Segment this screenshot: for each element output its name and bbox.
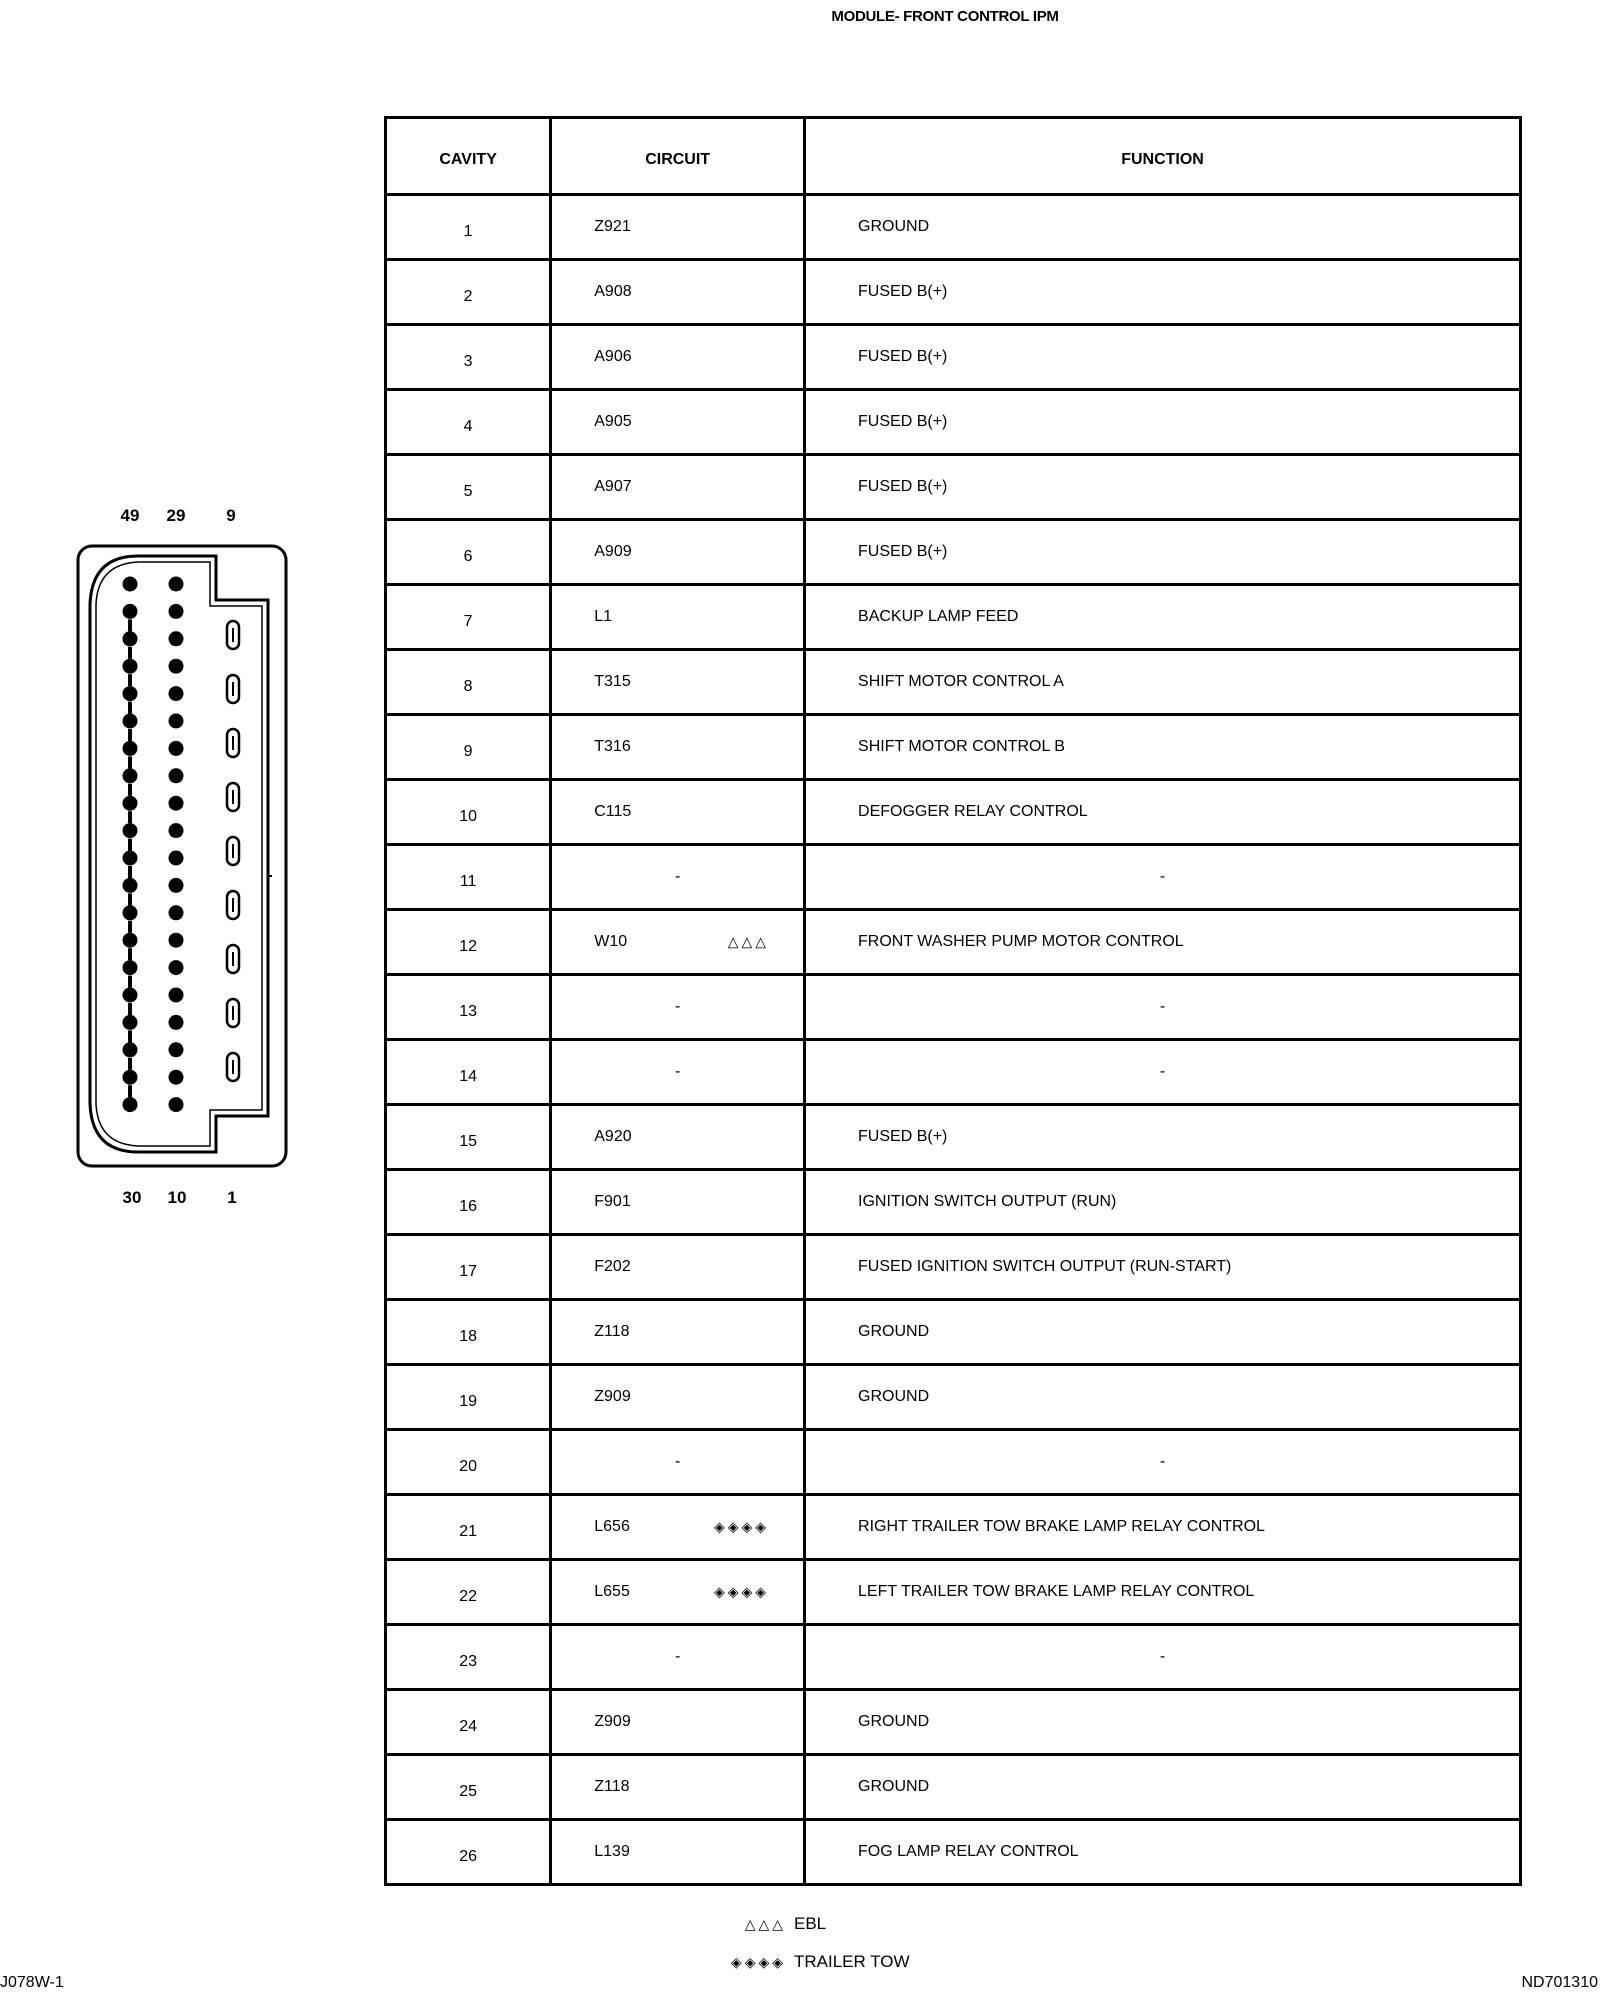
table-row: [386, 1040, 1521, 1105]
function-cell: LEFT TRAILER TOW BRAKE LAMP RELAY CONTROL: [805, 1560, 1521, 1625]
circuit-cell: [551, 390, 805, 455]
circuit-code: A905: [594, 413, 632, 430]
connector-pin: [169, 933, 184, 948]
triangle-symbol-icon: △△△: [727, 933, 770, 950]
table-row: [386, 1820, 1521, 1885]
connector-pin: [169, 1015, 184, 1030]
table-row: [386, 260, 1521, 325]
connector-pin: [123, 604, 138, 619]
circuit-code: Z118: [594, 1323, 630, 1340]
pin-label-29: 29: [166, 506, 186, 525]
connector-pin: [169, 714, 184, 729]
function-cell: SHIFT MOTOR CONTROL B: [805, 715, 1521, 780]
legend-label-trailer-tow: TRAILER TOW: [794, 1952, 910, 1971]
connector-pin: [123, 659, 138, 674]
connector-pin: [123, 878, 138, 893]
table-row: [386, 1625, 1521, 1690]
table-row: [386, 325, 1521, 390]
function-cell: FUSED B(+): [805, 325, 1521, 390]
connector-pin: [123, 851, 138, 866]
circuit-code: T316: [594, 738, 631, 755]
circuit-cell: [551, 455, 805, 520]
legend-ebl: [710, 1914, 826, 1934]
circuit-cell: [551, 1560, 805, 1625]
function-cell: SHIFT MOTOR CONTROL A: [805, 650, 1521, 715]
pin-bridge: [128, 839, 132, 851]
circuit-cell: [551, 1755, 805, 1820]
circuit-code: T315: [594, 673, 631, 690]
circuit-cell: [551, 715, 805, 780]
table-row: [386, 1430, 1521, 1495]
circuit-cell: [551, 650, 805, 715]
table-row: [386, 390, 1521, 455]
connector-pin: [169, 960, 184, 975]
connector-pin: [169, 1042, 184, 1057]
table-row: [386, 975, 1521, 1040]
circuit-code: A909: [594, 543, 632, 560]
connector-pin: [123, 768, 138, 783]
connector-pin: [169, 577, 184, 592]
pin-label-30: 30: [122, 1188, 142, 1207]
connector-pin: [169, 686, 184, 701]
circuit-cell: [551, 260, 805, 325]
connector-pin: [169, 604, 184, 619]
circuit-code: A907: [594, 478, 632, 495]
cavity-cell: 17: [386, 1235, 551, 1300]
pin-column-9-1: [227, 621, 239, 1081]
function-cell: FUSED B(+): [805, 260, 1521, 325]
connector-pin: [169, 768, 184, 783]
circuit-code: L1: [594, 608, 613, 625]
pin-bridge: [128, 1030, 132, 1042]
table-row: [386, 195, 1521, 260]
table-row: [386, 520, 1521, 585]
table-row: [386, 1365, 1521, 1430]
circuit-code: C115: [594, 803, 632, 820]
cavity-cell: 6: [386, 520, 551, 585]
function-cell: GROUND: [805, 1755, 1521, 1820]
function-cell: FRONT WASHER PUMP MOTOR CONTROL: [805, 910, 1521, 975]
pin-label-1: 1: [227, 1188, 237, 1207]
cavity-cell: 23: [386, 1625, 551, 1690]
connector-pin: [169, 1070, 184, 1085]
table-row: [386, 715, 1521, 780]
header-function: FUNCTION: [805, 118, 1521, 195]
connector-pin: [123, 905, 138, 920]
table-row: [386, 1690, 1521, 1755]
function-cell: FUSED IGNITION SWITCH OUTPUT (RUN-START): [805, 1235, 1521, 1300]
function-cell: IGNITION SWITCH OUTPUT (RUN): [805, 1170, 1521, 1235]
table-row: [386, 910, 1521, 975]
pin-bridge: [128, 976, 132, 988]
table-row: [386, 1755, 1521, 1820]
cavity-cell: 2: [386, 260, 551, 325]
connector-pin: [123, 577, 138, 592]
pinout-table: [384, 116, 1522, 1886]
function-cell: GROUND: [805, 1300, 1521, 1365]
diamond-symbol-icon: ◈◈◈◈: [713, 1583, 770, 1600]
cavity-cell: 10: [386, 780, 551, 845]
cavity-cell: 20: [386, 1430, 551, 1495]
connector-pin: [123, 933, 138, 948]
connector-pin: [123, 960, 138, 975]
cavity-cell: 21: [386, 1495, 551, 1560]
cavity-cell: 16: [386, 1170, 551, 1235]
function-cell: -: [805, 1430, 1521, 1495]
pin-bridge: [128, 866, 132, 878]
function-cell: BACKUP LAMP FEED: [805, 585, 1521, 650]
table-row: [386, 1300, 1521, 1365]
circuit-code: Z118: [594, 1778, 630, 1795]
circuit-code: F202: [594, 1258, 631, 1275]
connector-pin: [169, 631, 184, 646]
diamond-symbol-icon: ◈◈◈◈: [730, 1954, 786, 1970]
footer-left-code: J078W-1: [0, 1974, 64, 1991]
cavity-cell: 1: [386, 195, 551, 260]
pin-label-49: 49: [120, 506, 140, 525]
table-row: [386, 1560, 1521, 1625]
connector-pin: [123, 1097, 138, 1112]
cavity-cell: 24: [386, 1690, 551, 1755]
cavity-cell: 19: [386, 1365, 551, 1430]
circuit-code: F901: [594, 1193, 631, 1210]
pin-bridge: [128, 811, 132, 823]
circuit-cell: [551, 1300, 805, 1365]
pin-bridge: [128, 1003, 132, 1015]
cavity-cell: 12: [386, 910, 551, 975]
table-row: [386, 650, 1521, 715]
cavity-cell: 15: [386, 1105, 551, 1170]
function-cell: -: [805, 845, 1521, 910]
circuit-cell: [551, 1690, 805, 1755]
circuit-code: L139: [594, 1843, 630, 1860]
function-cell: FUSED B(+): [805, 520, 1521, 585]
circuit-cell: [551, 1170, 805, 1235]
function-cell: FUSED B(+): [805, 390, 1521, 455]
pin-bridge: [128, 921, 132, 933]
pin-bridge: [128, 756, 132, 768]
connector-pin: [123, 631, 138, 646]
pin-column-49-30: [123, 577, 138, 1113]
circuit-code: -: [674, 868, 681, 885]
table-row: [386, 1235, 1521, 1300]
pin-column-29-10: [169, 577, 184, 1113]
circuit-code: Z909: [594, 1713, 631, 1730]
pin-bridge: [128, 674, 132, 686]
cavity-cell: 8: [386, 650, 551, 715]
connector-pin: [123, 796, 138, 811]
connector-pin: [123, 686, 138, 701]
circuit-cell: [551, 195, 805, 260]
cavity-cell: 13: [386, 975, 551, 1040]
connector-pin: [169, 851, 184, 866]
circuit-code: Z921: [594, 218, 631, 235]
cavity-cell: 3: [386, 325, 551, 390]
circuit-code: L656: [594, 1518, 630, 1535]
table-header-row: [386, 118, 1521, 195]
connector-face-diagram: [76, 544, 292, 1170]
function-cell: -: [805, 1040, 1521, 1105]
connector-pin: [123, 1070, 138, 1085]
circuit-code: -: [674, 998, 681, 1015]
connector-pin: [169, 905, 184, 920]
function-cell: FUSED B(+): [805, 1105, 1521, 1170]
pin-bridge: [128, 702, 132, 714]
cavity-cell: 22: [386, 1560, 551, 1625]
pin-bridge: [128, 619, 132, 631]
cavity-cell: 4: [386, 390, 551, 455]
cavity-cell: 18: [386, 1300, 551, 1365]
circuit-cell: [551, 1235, 805, 1300]
cavity-cell: 5: [386, 455, 551, 520]
connector-pin: [169, 1097, 184, 1112]
function-cell: FOG LAMP RELAY CONTROL: [805, 1820, 1521, 1885]
pin-bridge: [128, 647, 132, 659]
function-cell: RIGHT TRAILER TOW BRAKE LAMP RELAY CONTROL: [805, 1495, 1521, 1560]
circuit-code: -: [674, 1648, 681, 1665]
table-row: [386, 585, 1521, 650]
table-row: [386, 845, 1521, 910]
function-cell: GROUND: [805, 195, 1521, 260]
circuit-cell: [551, 325, 805, 390]
function-cell: -: [805, 1625, 1521, 1690]
circuit-code: A908: [594, 283, 632, 300]
circuit-cell: [551, 845, 805, 910]
pinout-table-body: [386, 195, 1521, 1885]
circuit-cell: [551, 520, 805, 585]
circuit-code: W10: [594, 933, 628, 950]
pin-label-9: 9: [226, 506, 236, 525]
circuit-cell: [551, 1040, 805, 1105]
table-row: [386, 1495, 1521, 1560]
circuit-code: A906: [594, 348, 632, 365]
circuit-code: Z909: [594, 1388, 631, 1405]
connector-pin: [123, 1015, 138, 1030]
function-cell: -: [805, 975, 1521, 1040]
connector-pin: [169, 823, 184, 838]
circuit-cell: [551, 975, 805, 1040]
pin-bridge: [128, 1085, 132, 1097]
table-row: [386, 780, 1521, 845]
function-cell: DEFOGGER RELAY CONTROL: [805, 780, 1521, 845]
circuit-cell: [551, 1625, 805, 1690]
connector-pin: [123, 714, 138, 729]
legend-label-ebl: EBL: [794, 1914, 827, 1933]
header-cavity: CAVITY: [386, 118, 551, 195]
cavity-cell: 9: [386, 715, 551, 780]
pin-bridge: [128, 893, 132, 905]
table-row: [386, 1170, 1521, 1235]
connector-pin: [123, 741, 138, 756]
circuit-cell: [551, 1495, 805, 1560]
circuit-cell: [551, 780, 805, 845]
header-circuit: CIRCUIT: [551, 118, 805, 195]
triangle-symbol-icon: △△△: [744, 1916, 786, 1932]
cavity-cell: 7: [386, 585, 551, 650]
table-row: [386, 455, 1521, 520]
cavity-cell: 25: [386, 1755, 551, 1820]
footer-right-code: ND701310: [1521, 1974, 1598, 1991]
function-cell: GROUND: [805, 1365, 1521, 1430]
circuit-code: -: [674, 1453, 681, 1470]
cavity-cell: 14: [386, 1040, 551, 1105]
pin-bridge: [128, 729, 132, 741]
circuit-code: -: [674, 1063, 681, 1080]
connector-pin: [123, 988, 138, 1003]
cavity-cell: 26: [386, 1820, 551, 1885]
connector-pin: [123, 823, 138, 838]
circuit-cell: [551, 585, 805, 650]
connector-pin: [169, 659, 184, 674]
circuit-cell: [551, 1430, 805, 1495]
circuit-cell: [551, 1365, 805, 1430]
connector-pin: [169, 796, 184, 811]
pin-bridge: [128, 948, 132, 960]
diamond-symbol-icon: ◈◈◈◈: [713, 1518, 770, 1535]
circuit-cell: [551, 910, 805, 975]
connector-pin: [169, 741, 184, 756]
circuit-code: A920: [594, 1128, 632, 1145]
connector-pin: [169, 988, 184, 1003]
pin-bridge: [128, 1058, 132, 1070]
page-title: MODULE- FRONT CONTROL IPM: [831, 8, 1059, 25]
circuit-code: L655: [594, 1583, 630, 1600]
circuit-cell: [551, 1105, 805, 1170]
legend-trailer-tow: [710, 1952, 910, 1972]
pin-bridge: [128, 784, 132, 796]
connector-pin: [123, 1042, 138, 1057]
pin-label-10: 10: [167, 1188, 187, 1207]
function-cell: FUSED B(+): [805, 455, 1521, 520]
connector-pin: [169, 878, 184, 893]
cavity-cell: 11: [386, 845, 551, 910]
circuit-cell: [551, 1820, 805, 1885]
function-cell: GROUND: [805, 1690, 1521, 1755]
table-row: [386, 1105, 1521, 1170]
